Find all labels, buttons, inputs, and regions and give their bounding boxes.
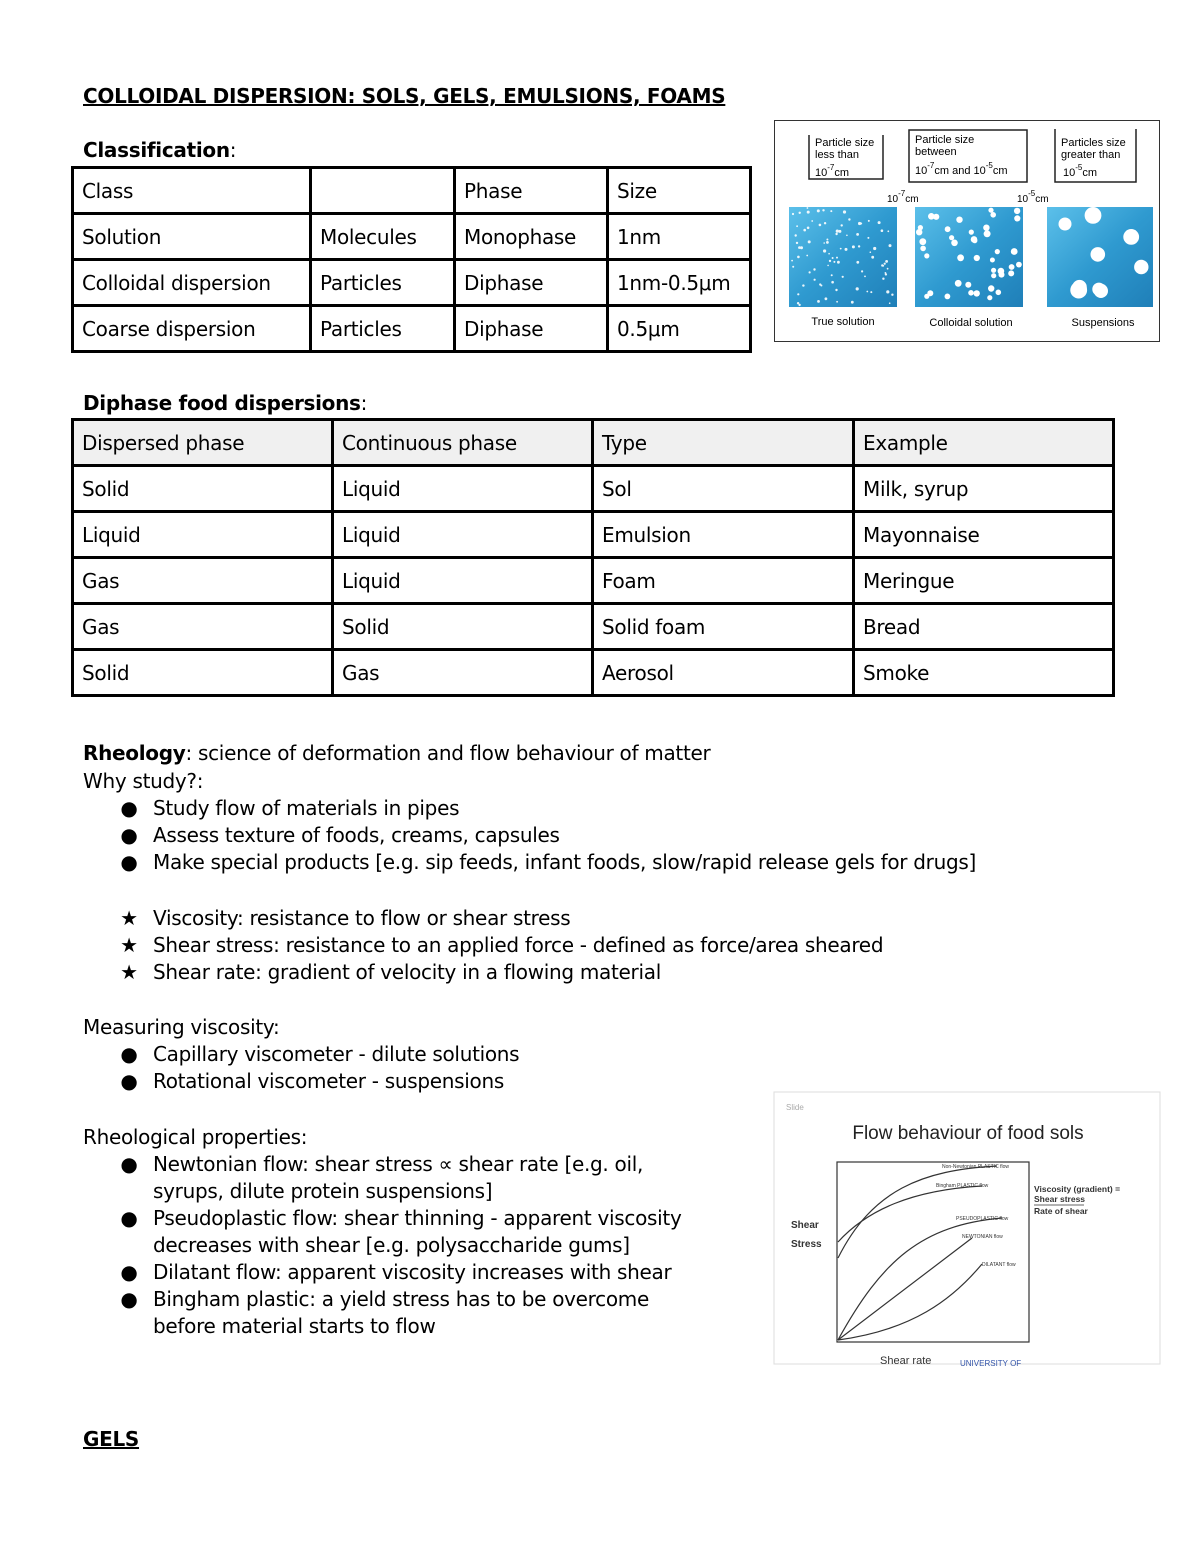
particle-dot bbox=[974, 255, 980, 261]
particle-dot bbox=[822, 209, 824, 211]
particle-dot bbox=[955, 280, 962, 287]
particle-dot bbox=[866, 291, 868, 293]
particle-dot bbox=[956, 217, 962, 223]
particle-dot bbox=[1123, 229, 1139, 245]
particle-dot bbox=[991, 273, 996, 278]
table-cell: Solid foam bbox=[593, 604, 854, 650]
particle-dot bbox=[968, 290, 974, 296]
table-cell bbox=[311, 168, 455, 214]
particle-dot bbox=[832, 257, 834, 259]
boundary-label-1: $10^{-7}cm$ bbox=[887, 189, 919, 205]
classification-heading bbox=[83, 138, 236, 162]
x-axis-label: Shear rate bbox=[880, 1355, 932, 1366]
list-item: ● Pseudoplastic flow: shear thinning - apparent viscosity decreases with shear [e.g. polysaccharide gums] bbox=[120, 1206, 682, 1257]
particle-dot bbox=[799, 212, 801, 214]
particle-dot bbox=[856, 287, 859, 290]
particle-dot bbox=[811, 220, 813, 222]
particle-dot bbox=[1014, 215, 1020, 221]
table-row bbox=[73, 306, 751, 352]
table-cell: Aerosol bbox=[593, 650, 854, 696]
particle-dot bbox=[852, 245, 855, 248]
flow-behaviour-figure bbox=[772, 1090, 1162, 1366]
table-cell: Solid bbox=[73, 466, 333, 512]
table-cell: Colloidal dispersion bbox=[73, 260, 311, 306]
particle-dot bbox=[814, 279, 816, 281]
particle-dot bbox=[891, 294, 893, 296]
particle-dot bbox=[945, 226, 951, 232]
particle-dot bbox=[823, 249, 826, 252]
particle-dot bbox=[984, 230, 991, 237]
particle-dot bbox=[873, 247, 876, 250]
bullet-icon: ● bbox=[120, 1287, 138, 1311]
particle-dot bbox=[856, 261, 859, 264]
box3-line3: $10^{-5}cm$ bbox=[1063, 163, 1098, 179]
particle-dot bbox=[998, 268, 1005, 275]
table-cell: Diphase bbox=[455, 260, 608, 306]
particle-dot bbox=[840, 248, 842, 250]
particle-dot bbox=[823, 242, 825, 244]
particle-dot bbox=[856, 233, 859, 236]
definitions-list bbox=[83, 905, 1083, 986]
bullet-icon: ● bbox=[120, 796, 138, 820]
particle-dot bbox=[974, 290, 980, 296]
diphase-heading-label: Diphase food dispersions bbox=[83, 391, 361, 415]
box2-line1: Particle size bbox=[915, 134, 975, 146]
particle-dot bbox=[881, 264, 883, 266]
box3-line1: Particles size bbox=[1061, 137, 1126, 149]
particle-dot bbox=[864, 276, 866, 278]
table-row bbox=[73, 214, 751, 260]
box2-line2: between bbox=[915, 146, 957, 158]
table-cell: Bread bbox=[854, 604, 1114, 650]
table-cell: Gas bbox=[73, 558, 333, 604]
particle-dot bbox=[800, 246, 803, 249]
box3-line2: greater than bbox=[1061, 149, 1121, 161]
why-study-heading: Why study?: bbox=[83, 769, 204, 793]
particle-dot bbox=[887, 268, 889, 270]
bullet-icon: ● bbox=[120, 1069, 138, 1093]
table-cell: Mayonnaise bbox=[854, 512, 1114, 558]
particle-dot bbox=[817, 209, 820, 212]
measuring-heading: Measuring viscosity: bbox=[83, 1015, 280, 1039]
particle-dot bbox=[1072, 280, 1087, 295]
particle-dot bbox=[827, 265, 829, 267]
bullet-icon: ● bbox=[120, 1042, 138, 1066]
particle-dot bbox=[924, 253, 929, 258]
particle-dot bbox=[825, 297, 828, 300]
suspensions-label: Suspensions bbox=[1071, 317, 1135, 329]
particle-dot bbox=[920, 246, 926, 252]
properties-heading: Rheological properties: bbox=[83, 1125, 308, 1149]
diphase-table bbox=[71, 418, 1115, 697]
box1-line3: $10^{-7}cm$ bbox=[815, 163, 850, 179]
particle-dot bbox=[828, 253, 830, 255]
curve-label-newtonian: NEWTONIAN flow bbox=[962, 1234, 1003, 1240]
list-item: ★ Shear stress: resistance to an applied force - defined as force/area sheared bbox=[120, 933, 884, 957]
curve-label-pseudoplastic: PSEUDOPLASTIC flow bbox=[956, 1216, 1009, 1222]
star-icon: ★ bbox=[120, 960, 138, 984]
particle-dot bbox=[949, 235, 954, 240]
flow-chart-title: Flow behaviour of food sols bbox=[852, 1123, 1084, 1144]
table-cell: Liquid bbox=[333, 466, 593, 512]
bullet-icon: ● bbox=[120, 823, 138, 847]
table-cell: Particles bbox=[311, 306, 455, 352]
list-item: ● Rotational viscometer - suspensions bbox=[120, 1069, 504, 1093]
table-cell: Diphase bbox=[455, 306, 608, 352]
particle-dot bbox=[829, 260, 831, 262]
particle-dot bbox=[802, 284, 804, 286]
particle-dot bbox=[807, 227, 810, 230]
particle-dot bbox=[831, 274, 833, 276]
list-item: ● Make special products [e.g. sip feeds, infant foods, slow/rapid release gels for drugs] bbox=[120, 850, 977, 874]
true-solution-label: True solution bbox=[811, 316, 875, 328]
list-item: ★ Shear rate: gradient of velocity in a flowing material bbox=[120, 960, 661, 984]
particle-dot bbox=[889, 244, 892, 247]
particle-dot bbox=[807, 211, 810, 214]
list-item: ★ Viscosity: resistance to flow or shear stress bbox=[120, 906, 571, 930]
particle-dot bbox=[918, 225, 923, 230]
particle-dot bbox=[1059, 218, 1072, 231]
particle-dot bbox=[1092, 283, 1105, 296]
bullet-icon: ● bbox=[120, 850, 138, 874]
particle-dot bbox=[845, 248, 848, 251]
particle-dot bbox=[870, 251, 872, 253]
particle-dot bbox=[882, 278, 884, 280]
table-row bbox=[73, 558, 1114, 604]
particle-dot bbox=[817, 300, 820, 303]
table-cell: Meringue bbox=[854, 558, 1114, 604]
list-item: ● Assess texture of foods, creams, capsules bbox=[120, 823, 560, 847]
particle-dot bbox=[870, 291, 872, 293]
particle-dot bbox=[945, 294, 951, 300]
particle-dot bbox=[858, 245, 860, 247]
particle-dot bbox=[1085, 207, 1102, 224]
curve-label-bingham: Bingham PLASTIC flow bbox=[936, 1183, 989, 1189]
star-icon: ★ bbox=[120, 906, 138, 930]
table-row bbox=[73, 260, 751, 306]
list-item: ● Dilatant flow: apparent viscosity increases with shear bbox=[120, 1260, 672, 1284]
particle-dot bbox=[965, 282, 971, 288]
table-cell: Gas bbox=[333, 650, 593, 696]
particle-dot bbox=[924, 294, 929, 299]
slide-corner-label: Slide bbox=[786, 1103, 804, 1112]
classification-table bbox=[71, 166, 752, 353]
diphase-heading bbox=[83, 391, 367, 415]
rheology-definition bbox=[83, 740, 710, 767]
particle-dot bbox=[886, 290, 889, 293]
table-cell: Solid bbox=[333, 604, 593, 650]
particle-dot bbox=[842, 276, 844, 278]
table-cell: 1nm bbox=[608, 214, 751, 260]
table-cell: Molecules bbox=[311, 214, 455, 260]
particle-dot bbox=[826, 239, 828, 241]
particle-dot bbox=[837, 261, 840, 264]
table-cell: Foam bbox=[593, 558, 854, 604]
particle-dot bbox=[881, 229, 884, 232]
particle-dot bbox=[919, 238, 926, 245]
particle-dot bbox=[830, 210, 832, 212]
particle-dot bbox=[885, 273, 887, 275]
classification-heading-colon: : bbox=[229, 138, 237, 162]
particle-dot bbox=[826, 241, 829, 244]
particle-dot bbox=[836, 257, 838, 259]
viscosity-annotation-1: Viscosity (gradient) = bbox=[1034, 1184, 1121, 1194]
colloidal-solution-label: Colloidal solution bbox=[929, 317, 1013, 329]
viscosity-annotation-2: Shear stress bbox=[1034, 1194, 1086, 1204]
list-item: ● Bingham plastic: a yield stress has to be overcome before material starts to flow bbox=[120, 1287, 649, 1338]
particle-dot bbox=[972, 238, 977, 243]
box1-line2: less than bbox=[815, 149, 860, 161]
particle-dot bbox=[983, 225, 989, 231]
particle-dot bbox=[807, 207, 809, 209]
particle-dot bbox=[995, 249, 1000, 254]
list-item: ● Study flow of materials in pipes bbox=[120, 796, 460, 820]
table-cell: Sol bbox=[593, 466, 854, 512]
particle-dot bbox=[836, 301, 838, 303]
table-cell: Size bbox=[608, 168, 751, 214]
true-solution-panel bbox=[789, 207, 897, 307]
table-cell: Class bbox=[73, 168, 311, 214]
particle-dot bbox=[824, 222, 826, 224]
particle-dot bbox=[806, 255, 808, 257]
list-item: ● Capillary viscometer - dilute solutions bbox=[120, 1042, 520, 1066]
university-footer: UNIVERSITY OF bbox=[960, 1359, 1022, 1366]
particle-dot bbox=[987, 295, 992, 300]
particle-dot bbox=[1011, 248, 1018, 255]
table-cell: Liquid bbox=[333, 512, 593, 558]
particle-dot bbox=[889, 302, 891, 304]
particle-dot bbox=[796, 225, 798, 227]
table-cell: Emulsion bbox=[593, 512, 854, 558]
particle-dot bbox=[835, 233, 837, 235]
column-header: Continuous phase bbox=[333, 420, 593, 466]
table-cell: Monophase bbox=[455, 214, 608, 260]
particle-dot bbox=[831, 281, 834, 284]
table-row bbox=[73, 512, 1114, 558]
particle-dot bbox=[887, 230, 889, 232]
gels-heading: GELS bbox=[83, 1427, 140, 1451]
particle-dot bbox=[797, 302, 799, 304]
box1-line1: Particle size bbox=[815, 137, 875, 149]
particle-dot bbox=[868, 220, 870, 222]
column-header: Type bbox=[593, 420, 854, 466]
particle-size-figure bbox=[774, 120, 1160, 342]
table-cell: Liquid bbox=[333, 558, 593, 604]
particle-dot bbox=[792, 213, 794, 215]
y-axis-label-1: Shear bbox=[791, 1220, 819, 1231]
bullet-icon: ● bbox=[120, 1206, 138, 1230]
particle-dot bbox=[833, 261, 835, 263]
particle-dot bbox=[885, 260, 888, 263]
measuring-list bbox=[83, 1041, 683, 1095]
particle-dot bbox=[808, 240, 811, 243]
particle-dot bbox=[792, 266, 794, 268]
rheology-term: Rheology bbox=[83, 741, 186, 765]
particle-dot bbox=[957, 254, 964, 261]
table-cell: Smoke bbox=[854, 650, 1114, 696]
particle-dot bbox=[969, 230, 974, 235]
particle-dot bbox=[1091, 247, 1106, 262]
particle-dot bbox=[797, 293, 799, 295]
column-header: Dispersed phase bbox=[73, 420, 333, 466]
particle-dot bbox=[951, 240, 958, 247]
column-header: Example bbox=[854, 420, 1114, 466]
table-row bbox=[73, 168, 751, 214]
y-axis-label-2: Stress bbox=[791, 1239, 822, 1250]
table-cell: Solid bbox=[73, 650, 333, 696]
table-cell: 1nm-0.5μm bbox=[608, 260, 751, 306]
table-cell: Liquid bbox=[73, 512, 333, 558]
particle-dot bbox=[803, 229, 806, 232]
particle-dot bbox=[820, 285, 822, 287]
properties-list bbox=[83, 1151, 763, 1340]
classification-heading-label: Classification bbox=[83, 138, 230, 162]
particle-dot bbox=[836, 230, 839, 233]
particle-dot bbox=[791, 260, 793, 262]
bullet-icon: ● bbox=[120, 1260, 138, 1284]
table-row bbox=[73, 466, 1114, 512]
particle-dot bbox=[809, 271, 811, 273]
particle-dot bbox=[990, 212, 996, 218]
diphase-heading-colon: : bbox=[360, 391, 368, 415]
list-item: ● Newtonian flow: shear stress ∝ shear rate [e.g. oil, syrups, dilute protein suspensions] bbox=[120, 1152, 644, 1203]
particle-dot bbox=[848, 218, 850, 220]
particle-dot bbox=[991, 268, 996, 273]
particle-dot bbox=[861, 270, 863, 272]
table-cell: Phase bbox=[455, 168, 608, 214]
particle-dot bbox=[797, 256, 800, 259]
particle-dot bbox=[841, 224, 843, 226]
flow-behaviour-diagram bbox=[772, 1090, 1162, 1366]
bullet-icon: ● bbox=[120, 1152, 138, 1176]
table-cell: Particles bbox=[311, 260, 455, 306]
table-cell: Gas bbox=[73, 604, 333, 650]
particle-size-diagram bbox=[775, 121, 1158, 340]
particle-dot bbox=[1134, 260, 1148, 274]
particle-dot bbox=[884, 263, 886, 265]
particle-dot bbox=[858, 222, 861, 225]
particle-dot bbox=[988, 208, 993, 213]
table-cell: Solution bbox=[73, 214, 311, 260]
particle-dot bbox=[1014, 208, 1020, 214]
particle-dot bbox=[796, 242, 798, 244]
particle-dot bbox=[846, 235, 848, 237]
particle-dot bbox=[988, 285, 994, 291]
rheology-definition-text: : science of deformation and flow behaviour of matter bbox=[185, 741, 711, 765]
particle-dot bbox=[867, 237, 869, 239]
table-cell: Coarse dispersion bbox=[73, 306, 311, 352]
particle-dot bbox=[1009, 264, 1015, 270]
particle-dot bbox=[871, 256, 874, 259]
particle-dot bbox=[795, 234, 797, 236]
table-row bbox=[73, 650, 1114, 696]
particle-dot bbox=[1008, 270, 1014, 276]
particle-dot bbox=[813, 268, 815, 270]
particle-dot bbox=[843, 210, 846, 213]
particle-dot bbox=[819, 224, 822, 227]
particle-dot bbox=[878, 221, 881, 224]
table-cell: 0.5μm bbox=[608, 306, 751, 352]
box2-line3: $10^{-7}cm$ and $10^{-5}cm$ bbox=[915, 161, 1008, 177]
boundary-label-2: $10^{-5}cm$ bbox=[1017, 189, 1049, 205]
table-header-row bbox=[73, 420, 1114, 466]
table-cell: Milk, syrup bbox=[854, 466, 1114, 512]
particle-dot bbox=[851, 301, 854, 304]
page-title: COLLOIDAL DISPERSION: SOLS, GELS, EMULSIONS, FOAMS bbox=[83, 84, 726, 108]
why-study-list bbox=[83, 795, 1083, 876]
particle-dot bbox=[1016, 262, 1022, 268]
particle-dot bbox=[996, 290, 1002, 296]
table-row bbox=[73, 604, 1114, 650]
particle-dot bbox=[835, 289, 837, 291]
particle-dot bbox=[838, 230, 841, 233]
star-icon: ★ bbox=[120, 933, 138, 957]
particle-dot bbox=[933, 214, 939, 220]
curve-label-nonnewtonian: Non-Newtonian PLASTIC flow bbox=[942, 1164, 1009, 1170]
particle-dot bbox=[990, 258, 995, 263]
viscosity-annotation-3: Rate of shear bbox=[1034, 1206, 1088, 1216]
curve-label-dilatant: DILATANT flow bbox=[982, 1262, 1016, 1268]
